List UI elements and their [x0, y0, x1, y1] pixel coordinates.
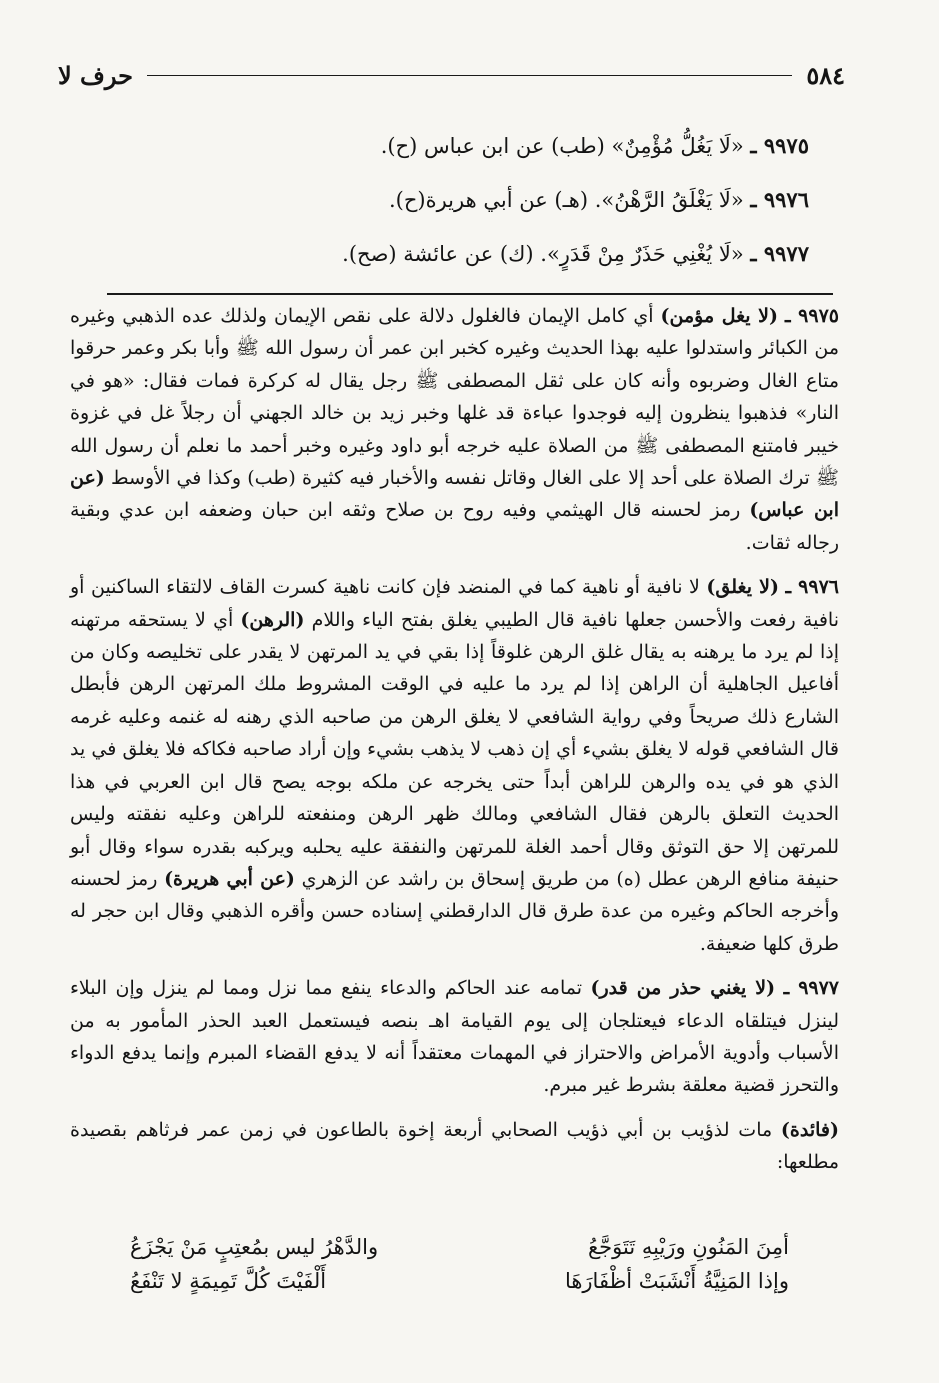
hadith-9975	[120, 130, 809, 184]
commentary-text: تمامه عند الحاكم والدعاء ينفع مما نزل ومما لم ينزل وإن البلاء لينزل فيتلقاه الدعاء فيعتلجان إلى يوم القيامة اهـ بنصه فيستعمل العبد الحذر المأمور به من الأسباب وأدوية الأمراض والاحتراز في المهمات معتقداً أنه لا يدفع القضاء المبرم وإنما يدفع الدواء والتحرز قضية معلقة بشرط غير مبرم.	[70, 977, 839, 1097]
commentary-text: رمز لحسنه وأخرجه الحاكم وغيره من عدة طرق قال الدارقطني إسناده حسن وأقره الذهبي وقال ابن حجر له طرق كلها ضعيفة.	[70, 867, 839, 955]
benefit-label: (فائدة)	[780, 1118, 839, 1141]
hadith-list	[120, 130, 809, 292]
commentary-number: ٩٩٧٥ ـ	[785, 305, 839, 327]
hadith-9977	[120, 238, 809, 292]
commentary-source: (عن ابن عباس)	[70, 467, 839, 522]
poem-verse-1	[130, 1230, 789, 1264]
verse-second-hemistich: والدَّهْرُ ليس بمُعتِبٍ مَنْ يَجْزَعُ	[130, 1235, 379, 1259]
page-header	[58, 58, 845, 92]
verse-second-hemistich: أَلْفَيْتَ كُلَّ تَمِيمَةٍ لا تَنْفَعُ	[130, 1269, 327, 1293]
commentary-9976	[70, 571, 839, 960]
commentary-lemma: (لا يغلق)	[706, 576, 779, 599]
footnote-rule	[107, 293, 833, 295]
benefit-note	[70, 1114, 839, 1179]
commentary-text: لا نافية أو ناهية كما في المنضد فإن كانت ناهية كسرت القاف لالتقاء الساكنين أو نافية رفعت والأحسن جعلها نافية قال الطيبي يغلق بفتح الياء واللام	[70, 576, 839, 631]
commentary-section	[70, 300, 839, 1179]
verse-first-hemistich: أمِنَ المَنُونِ ورَيْبِهِ تَتَوَجَّعُ	[588, 1235, 789, 1259]
hadith-9976	[120, 184, 809, 238]
benefit-text: مات لذؤيب بن أبي ذؤيب الصحابي أربعة إخوة بالطاعون في زمن عمر فرثاهم بقصيدة مطلعها:	[70, 1118, 839, 1174]
chapter-title: حرف لا	[58, 60, 133, 90]
verse-first-hemistich: وإذا المَنِيَّةُ أَنْشَبَتْ أظْفَارَهَا	[564, 1269, 789, 1293]
hadith-text: «لَا يَغُلُّ مُؤْمِنٌ» (طب) عن ابن عباس (ح).	[380, 134, 744, 158]
commentary-number: ٩٩٧٧ ـ	[783, 977, 840, 1000]
commentary-lemma: (لا يغل مؤمن)	[660, 305, 778, 327]
header-rule	[147, 75, 792, 76]
poem	[130, 1230, 789, 1298]
commentary-source: (عن أبي هريرة)	[164, 867, 295, 890]
hadith-number: ٩٩٧٥ ـ	[750, 133, 809, 158]
commentary-lemma: (لا يغني حذر من قدر)	[590, 977, 776, 1000]
commentary-text: أي كامل الإيمان فالغلول دلالة على نقص الإيمان ولذلك عده الذهبي وغيره من الكبائر واستدلوا عليه بهذا الحديث وغيره كخبر ابن عمر أن رسول الله ﷺ وأبا بكر وعمر حرقوا متاع الغال وضربوه وأنه كان على ثقل المصطفى ﷺ رجل يقال له كركرة فمات فقال: «هو في النار» فذهبوا ينظرون إليه فوجدوا عباءة قد غلها وخبر زيد بن خالد الجهني أن رجلاً غل في غزوة خيبر فامتنع المصطفى ﷺ من الصلاة عليه خرجه أبو داود وغيره وخبر أحمد ما نعلم أن رسول الله ﷺ ترك الصلاة على أحد إلا على الغال وقاتل نفسه والأخبار فيه كثيرة (طب) وكذا في الأوسط	[70, 305, 839, 490]
commentary-9975	[70, 300, 839, 559]
commentary-text: أي لا يستحقه مرتهنه إذا لم يرد ما يرهنه به يقال غلق الرهن غلوقاً إذا بقي في يد المرتهن لا يقدر على تخليصه وكان من أفاعيل الجاهلية أن الراهن إذا لم يرد ما عليه في الوقت المشروط ملك المرتهن الرهن فأبطل الشارع ذلك صريحاً وفي رواية الشافعي لا يغلق الرهن من صاحبه الذي رهنه له غنمه وعليه غرمه قال الشافعي قوله لا يغلق بشيء أي إن ذهب لا يذهب بشيء وإن أراد صاحبه فكاكه فلا يغلق في يد الذي هو في يده والرهن للراهن أبداً حتى يخرجه عن ملكه بوجه يصح قال ابن العربي في هذا الحديث التعلق بالرهن فقال الشافعي ومالك ظهر الرهن ومنفعته للراهن وعليه نفقته وليس للمرتهن إلا حق التوثق وقال أحمد الغلة للمرتهن والنفقة عليه يحلبه ويركبه بقدره سواء وقال أبو حنيفة منافع الرهن عطل (ه) من طريق إسحاق بن راشد عن الزهري	[70, 608, 839, 890]
commentary-lemma: (الرهن)	[240, 608, 305, 631]
commentary-9977	[70, 972, 839, 1102]
hadith-text: «لَا يُغْنِي حَذَرٌ مِنْ قَدَرٍ». (ك) عن عائشة (صح).	[342, 242, 744, 266]
commentary-text: رمز لحسنه قال الهيثمي وفيه روح بن صلاح وثقه ابن حبان وضعفه ابن عدي وبقية رجاله ثقات.	[70, 499, 839, 554]
commentary-number: ٩٩٧٦ ـ	[785, 576, 839, 599]
page-number: ٥٨٤	[806, 60, 845, 90]
hadith-number: ٩٩٧٧ ـ	[750, 241, 809, 266]
poem-verse-2	[130, 1264, 789, 1298]
hadith-text: «لَا يَغْلَقُ الرَّهْنُ». (هـ) عن أبي هريرة(ح).	[388, 188, 744, 212]
hadith-number: ٩٩٧٦ ـ	[750, 187, 809, 212]
